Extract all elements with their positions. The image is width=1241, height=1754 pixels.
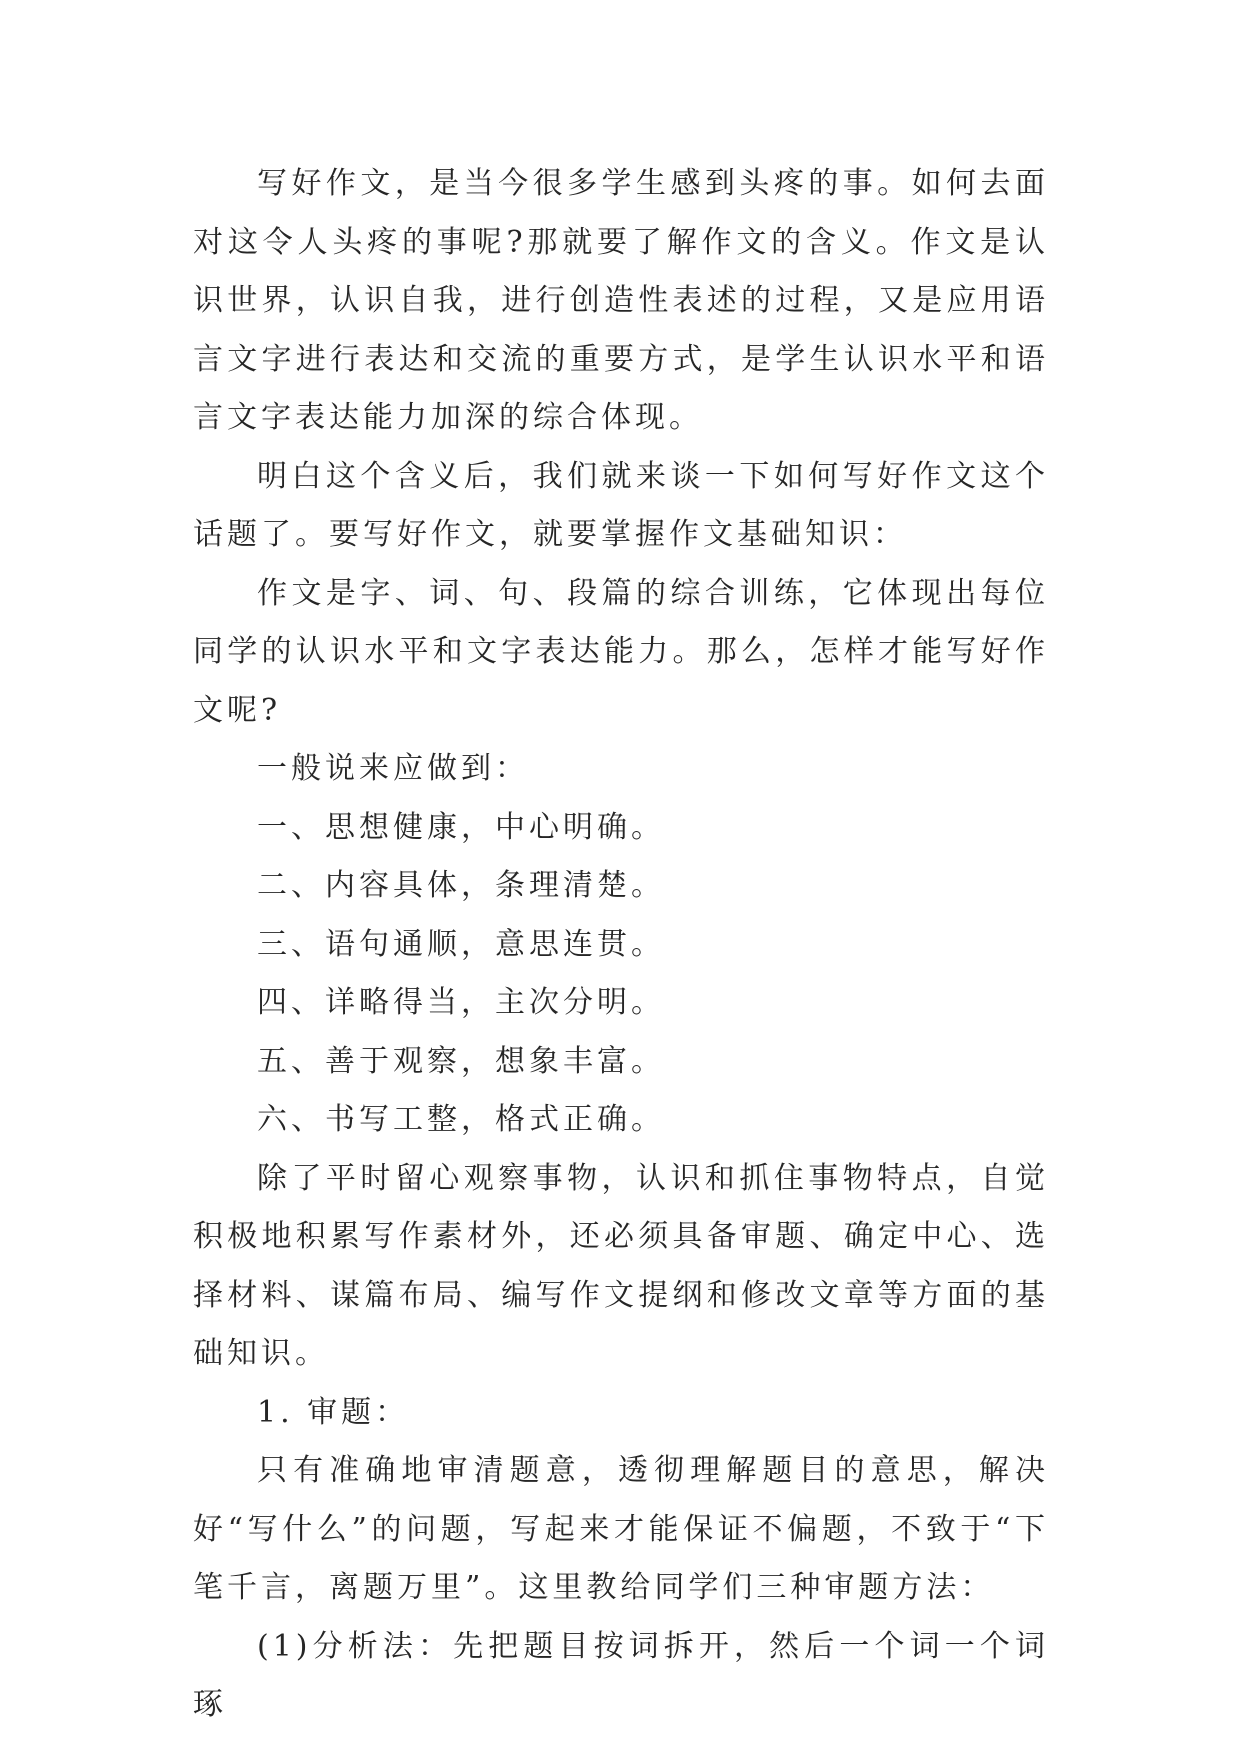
paragraph-basic-knowledge: 除了平时留心观察事物，认识和抓住事物特点，自觉积极地积累写作素材外，还必须具备审题、确定中心、选择材料、谋篇布局、编写作文提纲和修改文章等方面的基础知识。: [193, 1160, 1049, 1371]
section-heading-topic-analysis: 1. 审题：: [257, 1394, 410, 1430]
paragraph-topic-analysis: 只有准确地审清题意，透彻理解题目的意思，解决好“写什么”的问题，写起来才能保证不偏题，不致于“下笔千言，离题万里”。这里教给同学们三种审题方法：: [193, 1453, 1049, 1605]
paragraph-intro: 写好作文，是当今很多学生感到头疼的事。如何去面对这令人头疼的事呢?那就要了解作文的含义。作文是认识世界，认识自我，进行创造性表述的过程，又是应用语言文字进行表达和交流的重要方式，是学生认识水平和语言文字表达能力加深的综合体现。: [193, 166, 1049, 435]
document-body: [193, 155, 1049, 1735]
paragraph-composition-definition: 作文是字、词、句、段篇的综合训练，它体现出每位同学的认识水平和文字表达能力。那么，怎样才能写好作文呢?: [193, 575, 1049, 728]
paragraph-analysis-method: (1)分析法：先把题目按词拆开，然后一个词一个词琢: [193, 1628, 1049, 1722]
list-item-1: 一、思想健康，中心明确。: [257, 809, 665, 845]
list-item-6: 六、书写工整，格式正确。: [257, 1102, 665, 1137]
paragraph-requirements-lead: 一般说来应做到：: [257, 751, 529, 786]
paragraph-topic: 明白这个含义后，我们就来谈一下如何写好作文这个话题了。要写好作文，就要掌握作文基础知识：: [193, 458, 1049, 552]
list-item-4: 四、详略得当，主次分明。: [257, 985, 665, 1020]
list-item-5: 五、善于观察，想象丰富。: [257, 1043, 665, 1079]
list-item-2: 二、内容具体，条理清楚。: [257, 868, 665, 903]
list-item-3: 三、语句通顺，意思连贯。: [257, 926, 665, 962]
